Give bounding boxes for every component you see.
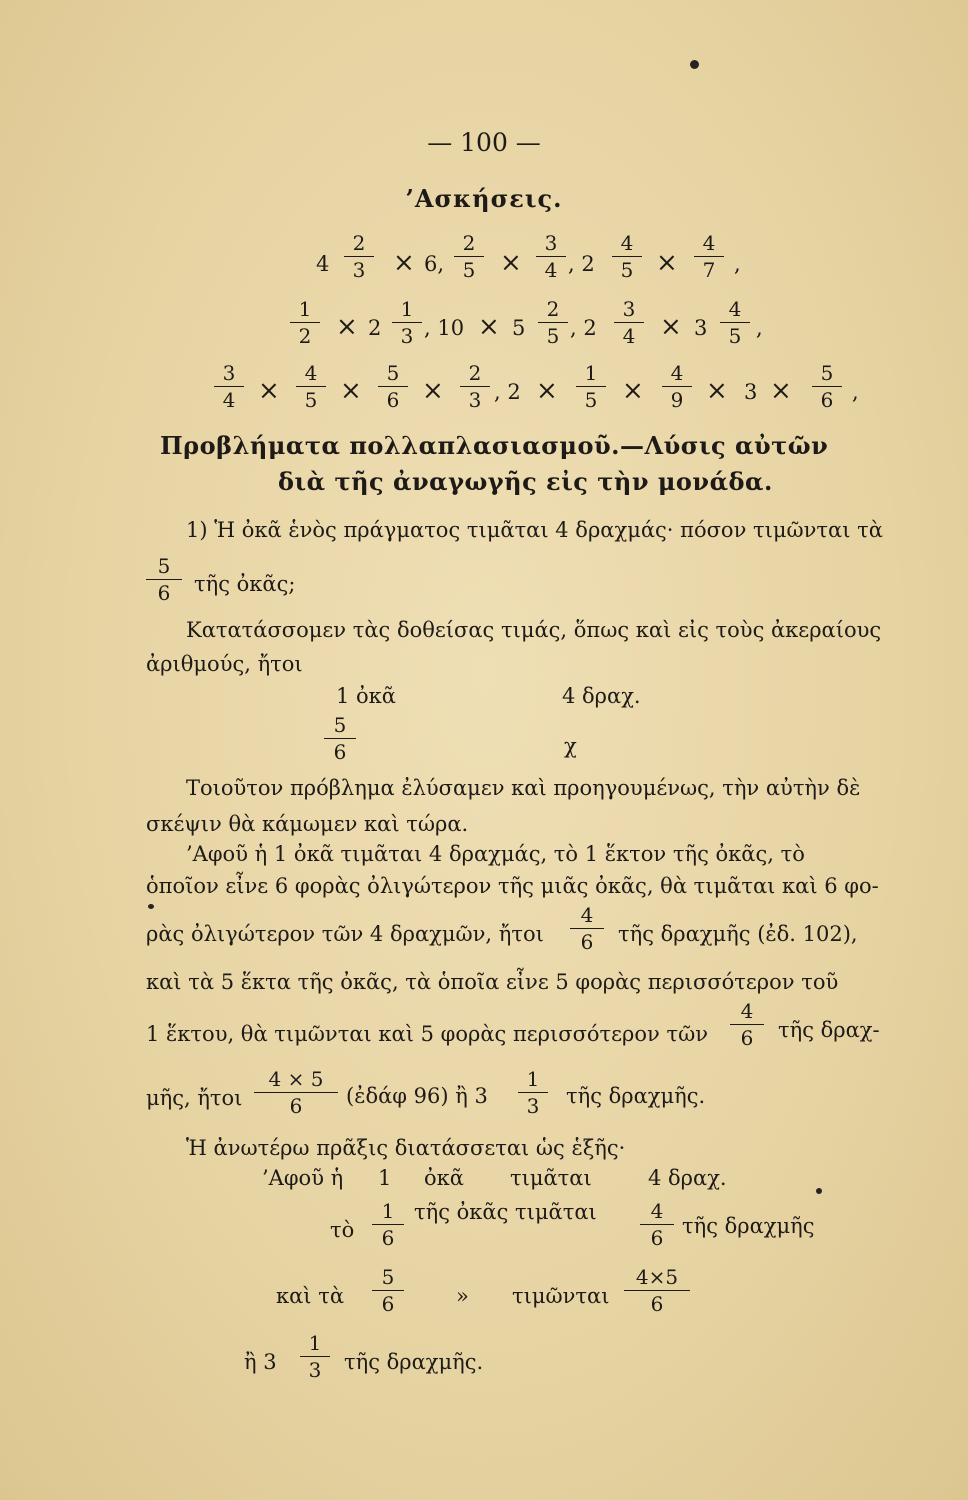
paragraph-line: καὶ τὰ 5 ἕκτα τῆς ὀκᾶς, τὰ ὁποῖα εἶνε 5 φορὰς περισσότερον τοῦ	[146, 970, 839, 994]
problems-heading-line-1: Προβλήματα πολλαπλασιασμοῦ.—Λύσις αὐτῶν	[160, 431, 829, 460]
whole-number: , 2	[570, 316, 597, 340]
fraction: 4 5	[720, 298, 750, 347]
fraction: 3 4	[614, 298, 644, 347]
times-sign: ×	[422, 376, 444, 406]
times-sign: ×	[622, 376, 644, 406]
whole-number: 4	[316, 252, 330, 276]
whole-number: , 2	[568, 252, 595, 276]
fraction: 1 5	[576, 362, 606, 411]
fraction: 5 6	[146, 555, 182, 604]
question-tail: τῆς ὀκᾶς;	[194, 572, 296, 596]
fraction: 3 4	[536, 232, 566, 281]
times-sign: ×	[536, 376, 558, 406]
fraction: 4×5 6	[624, 1266, 690, 1315]
table-cell: 1 ὀκᾶ	[336, 684, 396, 708]
whole-number: 3	[744, 380, 758, 404]
scheme-cell: τιμῶνται	[512, 1284, 610, 1308]
paragraph-line: Τοιοῦτον πρόβλημα ἐλύσαμεν καὶ προηγουμένως, τὴν αὐτὴν δὲ	[186, 776, 861, 800]
fraction: 4 5	[612, 232, 642, 281]
whole-number: 3	[694, 316, 708, 340]
fraction: 4 5	[296, 362, 326, 411]
fraction: 4 × 5 6	[254, 1068, 338, 1117]
whole-number: , 10	[424, 316, 465, 340]
ink-spot	[816, 1188, 822, 1194]
ink-spot	[690, 60, 699, 69]
fraction: 4 7	[694, 232, 724, 281]
scheme-cell: τῆς δραχμῆς	[682, 1214, 815, 1238]
times-sign: ×	[656, 248, 678, 278]
table-cell: 4 δραχ.	[562, 684, 641, 708]
paragraph-line: σκέψιν θὰ κάμωμεν καὶ τώρα.	[146, 812, 469, 836]
paragraph-line: τῆς δραχμῆς.	[566, 1084, 706, 1108]
times-sign: ×	[706, 376, 728, 406]
fraction: 4 6	[730, 1000, 764, 1049]
problems-heading	[160, 428, 828, 500]
page-number: — 100 —	[427, 128, 541, 157]
fraction: 5 6	[812, 362, 842, 411]
scheme-cell: ἢ 3	[244, 1350, 277, 1374]
times-sign: ×	[336, 312, 358, 342]
fraction: 1 6	[372, 1200, 404, 1249]
problem-question: 1) Ἡ ὀκᾶ ἑνὸς πράγματος τιμᾶται 4 δραχμάς· πόσον τιμῶνται τὰ	[186, 518, 883, 542]
paragraph-line: ’Αφοῦ ἡ 1 ὀκᾶ τιμᾶται 4 δραχμάς, τὸ 1 ἕκτον τῆς ὀκᾶς, τὸ	[186, 842, 805, 866]
scheme-cell: τὸ	[330, 1218, 355, 1242]
paragraph-line: ἀριθμούς, ἤτοι	[146, 652, 303, 676]
scheme-cell: »	[456, 1284, 469, 1308]
fraction: 5 6	[372, 1266, 404, 1315]
times-sign: ×	[393, 248, 415, 278]
fraction: 1 2	[290, 298, 320, 347]
ink-spot	[148, 904, 154, 909]
scheme-cell: τῆς δραχμῆς.	[344, 1350, 484, 1374]
paragraph-line: ὁποῖον εἶνε 6 φορὰς ὀλιγώτερον τῆς μιᾶς ὀκᾶς, θὰ τιμᾶται καὶ 6 φο-	[146, 874, 879, 898]
paragraph-line: τῆς δραχμῆς (ἐδ. 102),	[618, 922, 858, 946]
fraction: 2 3	[460, 362, 490, 411]
times-sign: ×	[258, 376, 280, 406]
fraction: 5 6	[324, 714, 356, 763]
scheme-cell: ὀκᾶ	[424, 1166, 464, 1190]
fraction: 3 4	[214, 362, 244, 411]
fraction: 1 3	[392, 298, 422, 347]
whole-number: 5	[512, 316, 526, 340]
times-sign: ×	[660, 312, 682, 342]
paragraph-line: Κατατάσσομεν τὰς δοθείσας τιμάς, ὅπως καὶ εἰς τοὺς ἀκεραίους	[186, 618, 882, 642]
section-title: ’Ασκήσεις.	[405, 184, 563, 213]
fraction: 4 9	[662, 362, 692, 411]
fraction: 5 6	[378, 362, 408, 411]
problems-heading-line-2: διὰ τῆς ἀναγωγῆς εἰς τὴν μονάδα.	[278, 467, 773, 496]
paragraph-line: μῆς, ἤτοι	[146, 1086, 243, 1110]
scheme-cell: 4 δραχ.	[648, 1166, 727, 1190]
whole-number: , 2	[494, 380, 521, 404]
fraction: 4 6	[640, 1200, 674, 1249]
paragraph-line: 1 ἕκτου, θὰ τιμῶνται καὶ 5 φορὰς περισσότερον τῶν	[146, 1022, 708, 1046]
scheme-cell: ’Αφοῦ ἡ	[262, 1166, 344, 1190]
scheme-cell: καὶ τὰ	[276, 1284, 345, 1308]
whole-number: 6,	[424, 252, 445, 276]
times-sign: ×	[478, 312, 500, 342]
fraction: 2 5	[454, 232, 484, 281]
comma: ,	[852, 380, 859, 404]
paragraph-line: Ἡ ἀνωτέρω πρᾶξις διατάσσεται ὡς ἑξῆς·	[186, 1136, 626, 1160]
fraction: 4 6	[570, 904, 604, 953]
fraction: 1 3	[300, 1332, 330, 1381]
comma: ,	[734, 252, 741, 276]
times-sign: ×	[770, 376, 792, 406]
table-cell: χ	[564, 734, 577, 758]
scheme-cell: τιμᾶται	[510, 1166, 592, 1190]
scheme-cell: 1	[378, 1166, 392, 1190]
fraction: 2 3	[344, 232, 374, 281]
paragraph-line: τῆς δραχ-	[778, 1018, 880, 1042]
comma: ,	[756, 316, 763, 340]
paragraph-line: (ἐδάφ 96) ἢ 3	[346, 1084, 488, 1108]
whole-number: 2	[368, 316, 382, 340]
fraction: 2 5	[538, 298, 568, 347]
fraction: 1 3	[518, 1068, 548, 1117]
times-sign: ×	[500, 248, 522, 278]
times-sign: ×	[340, 376, 362, 406]
scheme-cell: τῆς ὀκᾶς τιμᾶται	[414, 1200, 597, 1224]
paragraph-line: ρὰς ὀλιγώτερον τῶν 4 δραχμῶν, ἤτοι	[146, 922, 544, 946]
